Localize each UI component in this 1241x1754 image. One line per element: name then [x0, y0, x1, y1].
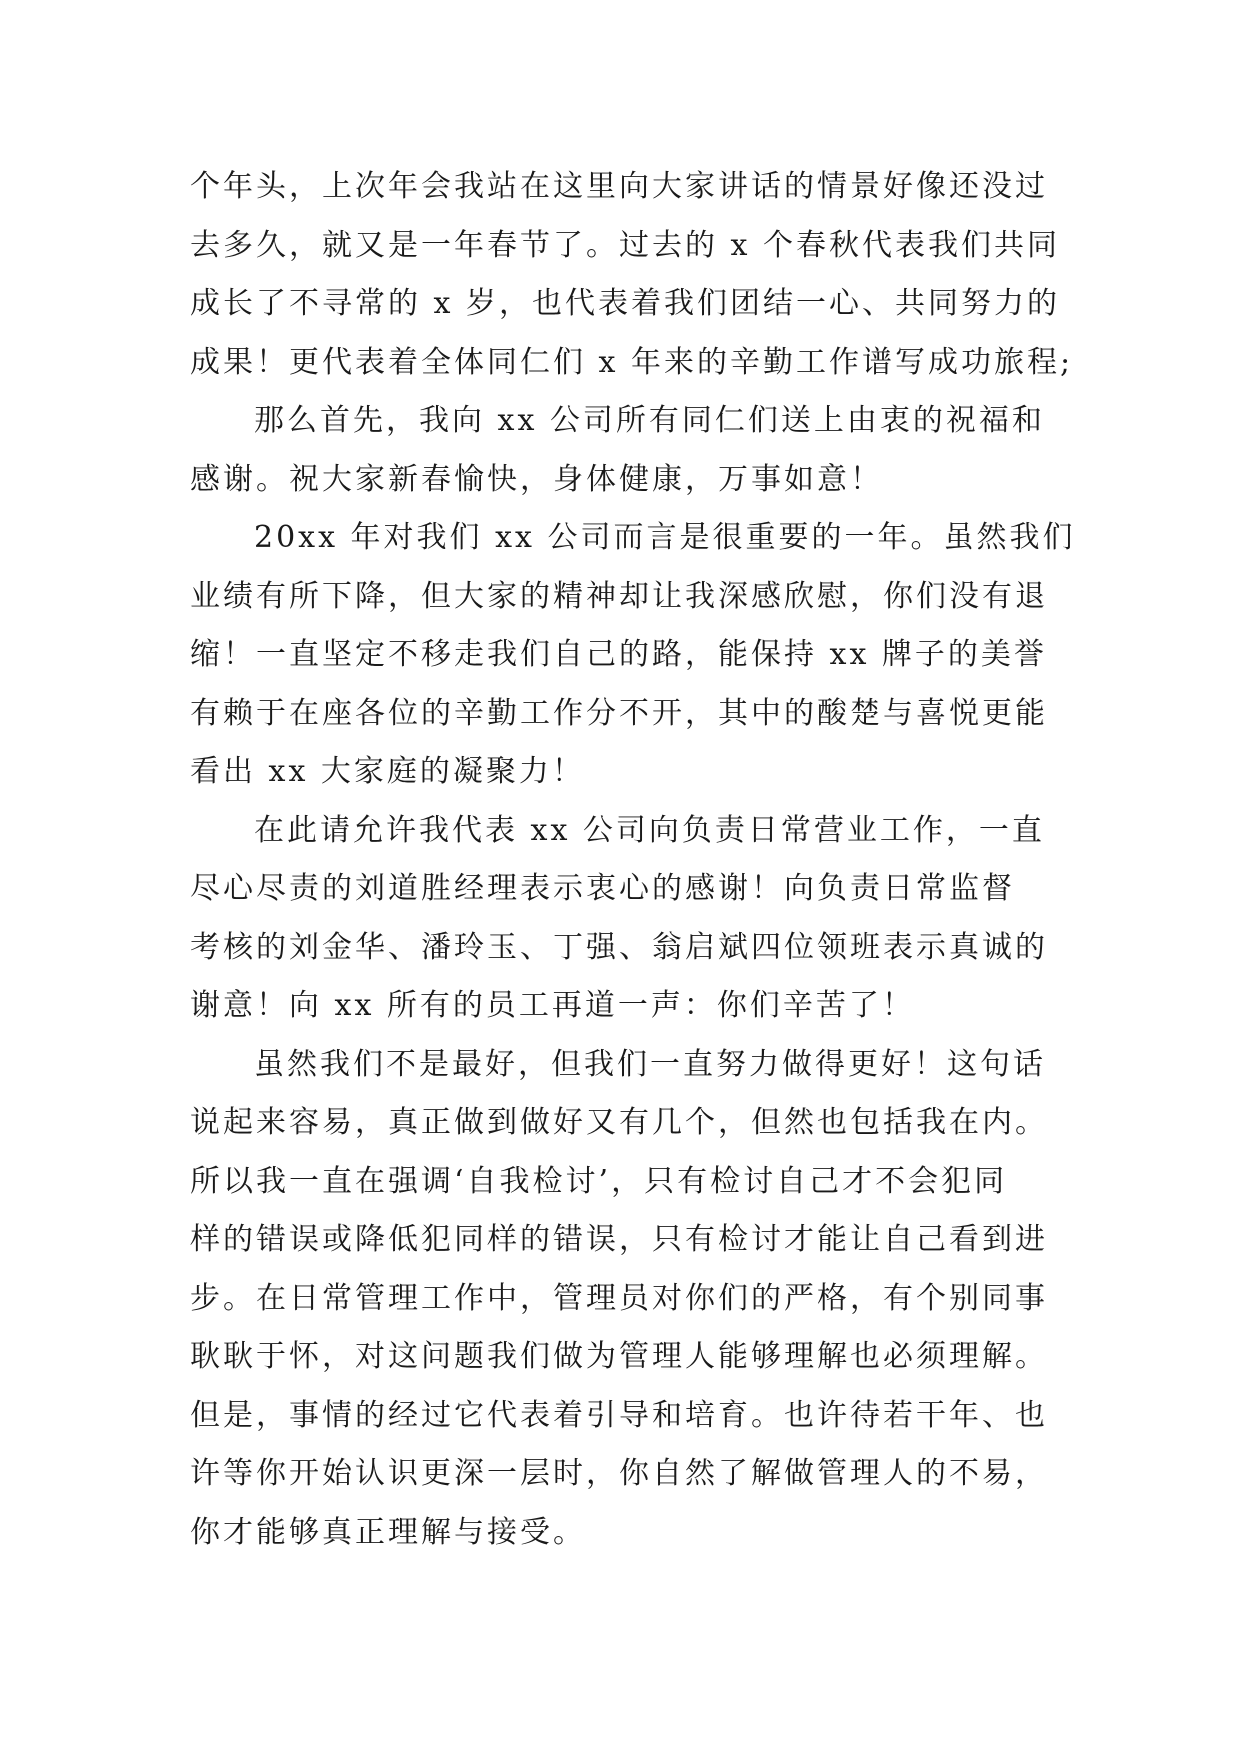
text-line: 有赖于在座各位的辛勤工作分不开，其中的酸楚与喜悦更能 — [190, 695, 1048, 731]
text-line: 那么首先，我向 xx 公司所有同仁们送上由衷的祝福和 — [254, 403, 1045, 438]
text-line: 耿耿于怀，对这问题我们做为管理人能够理解也必须理解。 — [190, 1339, 1048, 1374]
text-line: 所以我一直在强调‘自我检讨’，只有检讨自己才不会犯同 — [190, 1163, 1008, 1199]
text-line: 步。在日常管理工作中，管理员对你们的严格，有个别同事 — [190, 1280, 1048, 1316]
text-line: 缩！一直坚定不移走我们自己的路，能保持 xx 牌子的美誉 — [190, 637, 1047, 672]
text-line: 考核的刘金华、潘玲玉、丁强、翁启斌四位领班表示真诚的 — [190, 929, 1048, 965]
text-line: 谢意！向 xx 所有的员工再道一声：你们辛苦了！ — [190, 988, 915, 1023]
text-line: 成长了不寻常的 x 岁，也代表着我们团结一心、共同努力的 — [190, 286, 1060, 321]
text-line: 尽心尽责的刘道胜经理表示衷心的感谢！向负责日常监督 — [190, 871, 1015, 906]
text-line: 样的错误或降低犯同样的错误，只有检讨才能让自己看到进 — [190, 1222, 1048, 1257]
text-line: 成果！更代表着全体同仁们 x 年来的辛勤工作谱写成功旅程; — [190, 344, 1074, 380]
text-line: 20xx 年对我们 xx 公司而言是很重要的一年。虽然我们 — [254, 520, 1076, 555]
text-line: 去多久，就又是一年春节了。过去的 x 个春秋代表我们共同 — [190, 227, 1060, 263]
text-line: 说起来容易，真正做到做好又有几个，但然也包括我在内。 — [190, 1105, 1048, 1140]
text-line: 在此请允许我代表 xx 公司向负责日常营业工作，一直 — [254, 812, 1045, 848]
text-line: 业绩有所下降，但大家的精神却让我深感欣慰，你们没有退 — [190, 578, 1048, 614]
body-text — [190, 158, 1076, 1562]
text-line: 个年头，上次年会我站在这里向大家讲话的情景好像还没过 — [190, 169, 1048, 204]
text-line: 看出 xx 大家庭的凝聚力！ — [190, 754, 585, 789]
text-line: 但是，事情的经过它代表着引导和培育。也许待若干年、也 — [190, 1397, 1048, 1433]
text-line: 你才能够真正理解与接受。 — [190, 1514, 586, 1550]
text-line: 感谢。祝大家新春愉快，身体健康，万事如意！ — [190, 461, 883, 497]
text-line: 虽然我们不是最好，但我们一直努力做得更好！这句话 — [254, 1046, 1046, 1082]
text-line: 许等你开始认识更深一层时，你自然了解做管理人的不易， — [190, 1456, 1048, 1491]
